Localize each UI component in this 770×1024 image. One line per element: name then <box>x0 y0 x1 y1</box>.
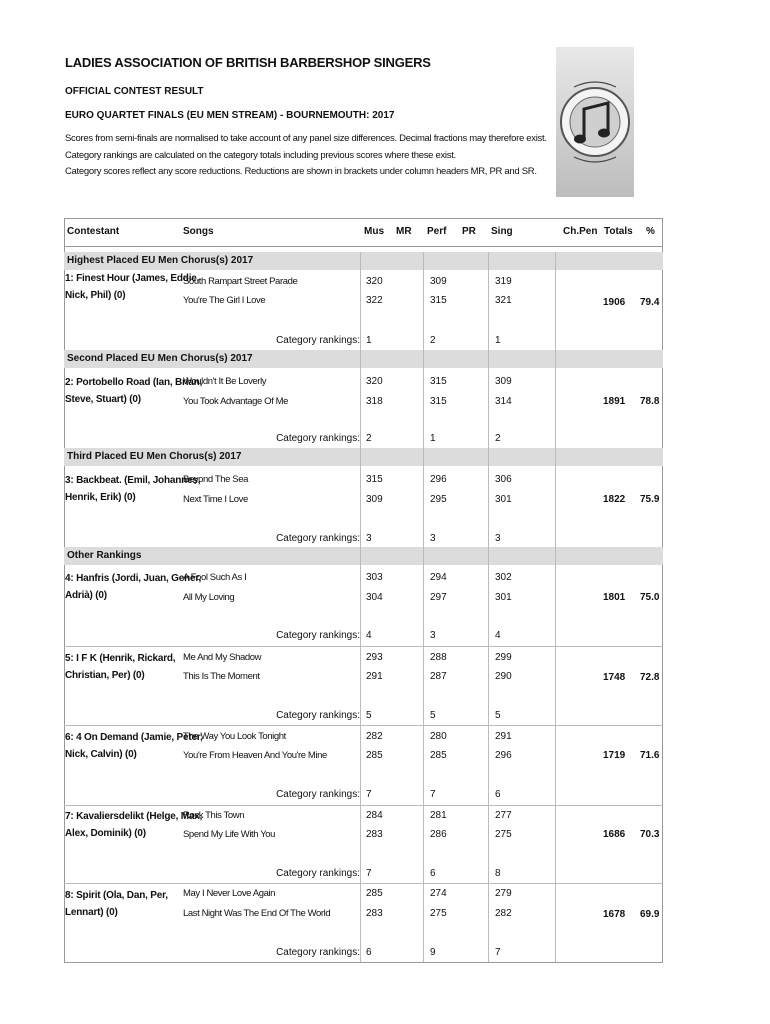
rank-mus: 7 <box>366 868 372 879</box>
mus-score-1: 282 <box>366 731 383 742</box>
mus-score-1: 315 <box>366 474 383 485</box>
contestant-name-line2: Lennart) (0) <box>65 907 118 918</box>
total-score: 1748 <box>603 672 626 683</box>
col-divider <box>360 252 361 962</box>
note-line-1: Scores from semi-finals are normalised to take account of any panel size differences. Decimal fractions may therefore exist. <box>65 133 547 144</box>
col-divider <box>423 252 424 962</box>
song-1: Me And My Shadow <box>183 652 262 663</box>
note-line-2: Category rankings are calculated on the category totals including previous scores where these exist. <box>65 150 456 161</box>
song-1: Beyond The Sea <box>183 474 249 485</box>
contestant-name-line2: Nick, Calvin) (0) <box>65 749 137 760</box>
mus-score-2: 283 <box>366 829 383 840</box>
col-contestant: Contestant <box>67 226 120 237</box>
sing-score-2: 282 <box>495 908 512 919</box>
percent-score: 75.0 <box>640 592 660 603</box>
song-1: A Fool Such As I <box>183 572 247 583</box>
col-percent: % <box>646 226 655 237</box>
col-mus: Mus <box>364 226 384 237</box>
sing-score-1: 306 <box>495 474 512 485</box>
contestant-name-line1: 6: 4 On Demand (Jamie, Peter, <box>65 732 203 743</box>
perf-score-1: 315 <box>430 376 447 387</box>
rank-perf: 9 <box>430 947 436 958</box>
row-divider <box>64 725 663 726</box>
song-2: You're From Heaven And You're Mine <box>183 750 327 761</box>
contestant-name-line1: 7: Kavaliersdelikt (Helge, Max, <box>65 811 203 822</box>
sing-score-2: 275 <box>495 829 512 840</box>
sing-score-2: 290 <box>495 671 512 682</box>
sing-score-2: 321 <box>495 295 512 306</box>
mus-score-1: 320 <box>366 376 383 387</box>
labbs-music-note-logo-icon <box>556 47 634 197</box>
total-score: 1801 <box>603 592 626 603</box>
song-1: South Rampart Street Parade <box>183 276 298 287</box>
rank-sing: 6 <box>495 789 501 800</box>
rank-mus: 2 <box>366 433 372 444</box>
rank-perf: 6 <box>430 868 436 879</box>
col-divider <box>555 252 556 962</box>
perf-score-1: 294 <box>430 572 447 583</box>
song-2: This Is The Moment <box>183 671 260 682</box>
song-1: The Way You Look Tonight <box>183 731 286 742</box>
total-score: 1719 <box>603 750 626 761</box>
contestant-name-line1: 3: Backbeat. (Emil, Johannes, <box>65 475 201 486</box>
contestant-name-line2: Alex, Dominik) (0) <box>65 828 146 839</box>
rank-sing: 1 <box>495 335 501 346</box>
total-score: 1678 <box>603 909 626 920</box>
song-1: Rock This Town <box>183 810 245 821</box>
percent-score: 72.8 <box>640 672 660 683</box>
col-perf: Perf <box>427 226 447 237</box>
rank-mus: 3 <box>366 533 372 544</box>
category-rankings-label: Category rankings: <box>276 868 360 879</box>
col-songs: Songs <box>183 226 214 237</box>
row-divider <box>64 646 663 647</box>
perf-score-2: 287 <box>430 671 447 682</box>
song-1: May I Never Love Again <box>183 888 276 899</box>
percent-score: 70.3 <box>640 829 660 840</box>
rank-perf: 1 <box>430 433 436 444</box>
perf-score-2: 275 <box>430 908 447 919</box>
rank-perf: 2 <box>430 335 436 346</box>
contestant-name-line2: Nick, Phil) (0) <box>65 290 126 301</box>
category-rankings-label: Category rankings: <box>276 533 360 544</box>
total-score: 1891 <box>603 396 626 407</box>
total-score: 1822 <box>603 494 626 505</box>
rank-sing: 5 <box>495 710 501 721</box>
row-divider <box>64 883 663 884</box>
mus-score-2: 309 <box>366 494 383 505</box>
category-rankings-label: Category rankings: <box>276 789 360 800</box>
rank-mus: 5 <box>366 710 372 721</box>
rank-mus: 6 <box>366 947 372 958</box>
col-divider <box>488 252 489 962</box>
section-title: Other Rankings <box>67 550 142 561</box>
official-result-subtitle: OFFICIAL CONTEST RESULT <box>65 86 204 97</box>
sing-score-2: 301 <box>495 592 512 603</box>
sing-score-1: 319 <box>495 276 512 287</box>
category-rankings-label: Category rankings: <box>276 335 360 346</box>
perf-score-1: 280 <box>430 731 447 742</box>
contestant-name-line1: 4: Hanfris (Jordi, Juan, Gener, <box>65 573 202 584</box>
mus-score-2: 291 <box>366 671 383 682</box>
perf-score-1: 309 <box>430 276 447 287</box>
song-2: Spend My Life With You <box>183 829 276 840</box>
perf-score-2: 297 <box>430 592 447 603</box>
rank-mus: 4 <box>366 630 372 641</box>
header-bottom-border <box>64 246 663 247</box>
perf-score-1: 274 <box>430 888 447 899</box>
col-sing: Sing <box>491 226 513 237</box>
song-2: You're The Girl I Love <box>183 295 266 306</box>
section-band <box>64 547 663 565</box>
rank-perf: 7 <box>430 789 436 800</box>
category-rankings-label: Category rankings: <box>276 947 360 958</box>
song-2: You Took Advantage Of Me <box>183 396 289 407</box>
rank-sing: 7 <box>495 947 501 958</box>
contestant-name-line1: 8: Spirit (Ola, Dan, Per, <box>65 890 168 901</box>
total-score: 1906 <box>603 297 626 308</box>
total-score: 1686 <box>603 829 626 840</box>
perf-score-2: 286 <box>430 829 447 840</box>
perf-score-2: 315 <box>430 295 447 306</box>
contestant-name-line2: Henrik, Erik) (0) <box>65 492 136 503</box>
sing-score-2: 296 <box>495 750 512 761</box>
category-rankings-label: Category rankings: <box>276 710 360 721</box>
table-bottom-border <box>64 962 663 963</box>
col-mr: MR <box>396 226 412 237</box>
sing-score-1: 302 <box>495 572 512 583</box>
section-title: Second Placed EU Men Chorus(s) 2017 <box>67 353 253 364</box>
percent-score: 75.9 <box>640 494 660 505</box>
section-title: Highest Placed EU Men Chorus(s) 2017 <box>67 255 254 266</box>
sing-score-1: 279 <box>495 888 512 899</box>
perf-score-1: 288 <box>430 652 447 663</box>
note-line-3: Category scores reflect any score reductions. Reductions are shown in brackets under column headers MR, PR and SR. <box>65 166 537 177</box>
mus-score-2: 318 <box>366 396 383 407</box>
mus-score-1: 320 <box>366 276 383 287</box>
mus-score-2: 304 <box>366 592 383 603</box>
sing-score-1: 299 <box>495 652 512 663</box>
table-right-border <box>662 218 663 963</box>
mus-score-1: 284 <box>366 810 383 821</box>
col-pr: PR <box>462 226 476 237</box>
rank-mus: 7 <box>366 789 372 800</box>
rank-sing: 2 <box>495 433 501 444</box>
percent-score: 71.6 <box>640 750 660 761</box>
rank-sing: 4 <box>495 630 501 641</box>
row-divider <box>64 805 663 806</box>
song-2: All My Loving <box>183 592 235 603</box>
song-1: Wouldn't It Be Loverly <box>183 376 267 387</box>
sing-score-1: 277 <box>495 810 512 821</box>
percent-score: 78.8 <box>640 396 660 407</box>
mus-score-2: 285 <box>366 750 383 761</box>
page-title: LADIES ASSOCIATION OF BRITISH BARBERSHOP SINGERS <box>65 55 431 70</box>
table-top-border <box>64 218 663 219</box>
contestant-name-line1: 5: I F K (Henrik, Rickard, <box>65 653 176 664</box>
col-chpen: Ch.Pen <box>563 226 598 237</box>
mus-score-1: 293 <box>366 652 383 663</box>
rank-sing: 8 <box>495 868 501 879</box>
perf-score-2: 295 <box>430 494 447 505</box>
mus-score-2: 322 <box>366 295 383 306</box>
contestant-name-line2: Steve, Stuart) (0) <box>65 394 141 405</box>
rank-perf: 3 <box>430 630 436 641</box>
rank-sing: 3 <box>495 533 501 544</box>
mus-score-1: 285 <box>366 888 383 899</box>
category-rankings-label: Category rankings: <box>276 433 360 444</box>
mus-score-2: 283 <box>366 908 383 919</box>
rank-perf: 5 <box>430 710 436 721</box>
sing-score-1: 291 <box>495 731 512 742</box>
percent-score: 69.9 <box>640 909 660 920</box>
contestant-name-line2: Christian, Per) (0) <box>65 670 145 681</box>
song-2: Next Time I Love <box>183 494 248 505</box>
rank-perf: 3 <box>430 533 436 544</box>
sing-score-2: 301 <box>495 494 512 505</box>
sing-score-1: 309 <box>495 376 512 387</box>
percent-score: 79.4 <box>640 297 660 308</box>
contestant-name-line1: 2: Portobello Road (Ian, Brian, <box>65 377 203 388</box>
category-rankings-label: Category rankings: <box>276 630 360 641</box>
section-title: Third Placed EU Men Chorus(s) 2017 <box>67 451 242 462</box>
perf-score-1: 296 <box>430 474 447 485</box>
contestant-name-line1: 1: Finest Hour (James, Eddie, <box>65 273 200 284</box>
sing-score-2: 314 <box>495 396 512 407</box>
mus-score-1: 303 <box>366 572 383 583</box>
contestant-name-line2: Adrià) (0) <box>65 590 107 601</box>
song-2: Last Night Was The End Of The World <box>183 908 331 919</box>
event-title: EURO QUARTET FINALS (EU MEN STREAM) - BOURNEMOUTH: 2017 <box>65 110 395 121</box>
rank-mus: 1 <box>366 335 372 346</box>
perf-score-2: 315 <box>430 396 447 407</box>
col-totals: Totals <box>604 226 633 237</box>
perf-score-1: 281 <box>430 810 447 821</box>
perf-score-2: 285 <box>430 750 447 761</box>
